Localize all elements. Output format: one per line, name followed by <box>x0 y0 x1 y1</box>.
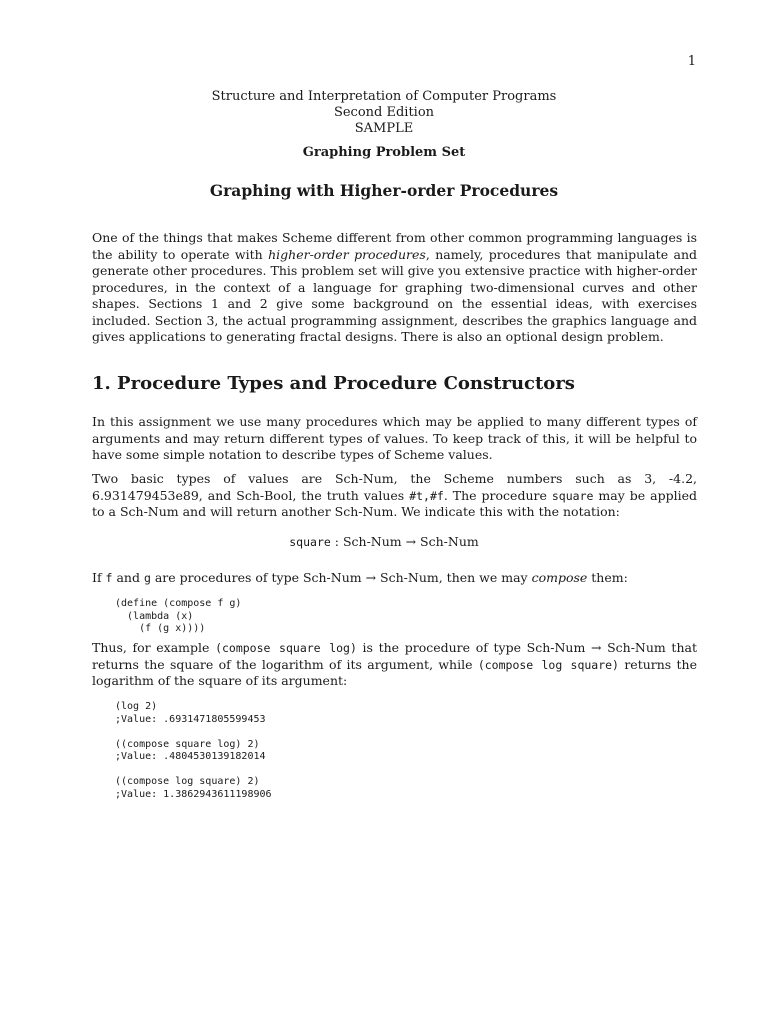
emphasis: higher-order procedures <box>268 246 426 262</box>
edition: Second Edition <box>333 105 435 120</box>
inline-code: g <box>143 571 151 585</box>
paragraph-example: Thus, for example (compose square log) is the procedure of type Sch-Num → Sch-Num that returns the square of the logarithm of its argument, while (compose log square) returns the logarithm of the square of its argument: <box>92 640 697 688</box>
type-signature: square : Sch-Num → Sch-Num <box>289 534 479 549</box>
code-block-examples: (log 2) ;Value: .6931471805599453 ((compose square log) 2) ;Value: .4804530139182014 ((compose log square) 2) ;Value: 1.3862943611198906 <box>115 701 272 800</box>
paragraph-compose: If f and g are procedures of type Sch-Num → Sch-Num, then we may compose them: <box>92 570 628 585</box>
paragraph-types: In this assignment we use many procedures which may be applied to many different types of arguments and may return different types of values. To keep track of this, it will be helpful to have some simple notation to describe types of Scheme values. <box>92 414 697 462</box>
inline-code: square <box>289 535 331 549</box>
inline-code: square <box>551 488 594 503</box>
paragraph-basic-types: Two basic types of values are Sch-Num, the Scheme numbers such as 3, -4.2, 6.931479453e89, and Sch-Bool, the truth values #t,#f. The procedure square may be applied to a Sch-Num and will return another Sch-Num. We indicate this with the notation: <box>92 471 697 519</box>
code-block-compose: (define (compose f g) (lambda (x) (f (g x)))) <box>115 598 242 634</box>
section-heading: 1. Procedure Types and Procedure Constructors <box>92 373 575 394</box>
document-header <box>0 89 768 161</box>
problem-set-title: Graphing Problem Set <box>302 145 466 160</box>
sample-label: SAMPLE <box>354 121 414 136</box>
emphasis: compose <box>531 570 588 585</box>
inline-code: (compose log square) <box>477 657 619 672</box>
book-title: Structure and Interpretation of Computer Programs <box>211 89 557 104</box>
inline-code: f <box>105 571 113 585</box>
inline-code: (compose square log) <box>215 641 357 655</box>
main-title: Graphing with Higher-order Procedures <box>209 181 559 200</box>
inline-code: #t,#f <box>409 488 444 503</box>
intro-paragraph: One of the things that makes Scheme different from other common programming languages is the ability to operate with higher-order procedures, namely, procedures that manipulate and generate other procedures. This problem set will give you extensive practice with higher-order procedures, in the context of a language for graphing two-dimensional curves and other shapes. Sections 1 and 2 give some background on the essential ideas, with exercises included. Section 3, the actual programming assignment, describes the graphics language and gives applications to generating fractal designs. There is also an optional design problem. <box>92 230 697 344</box>
page-number: 1 <box>687 54 696 69</box>
